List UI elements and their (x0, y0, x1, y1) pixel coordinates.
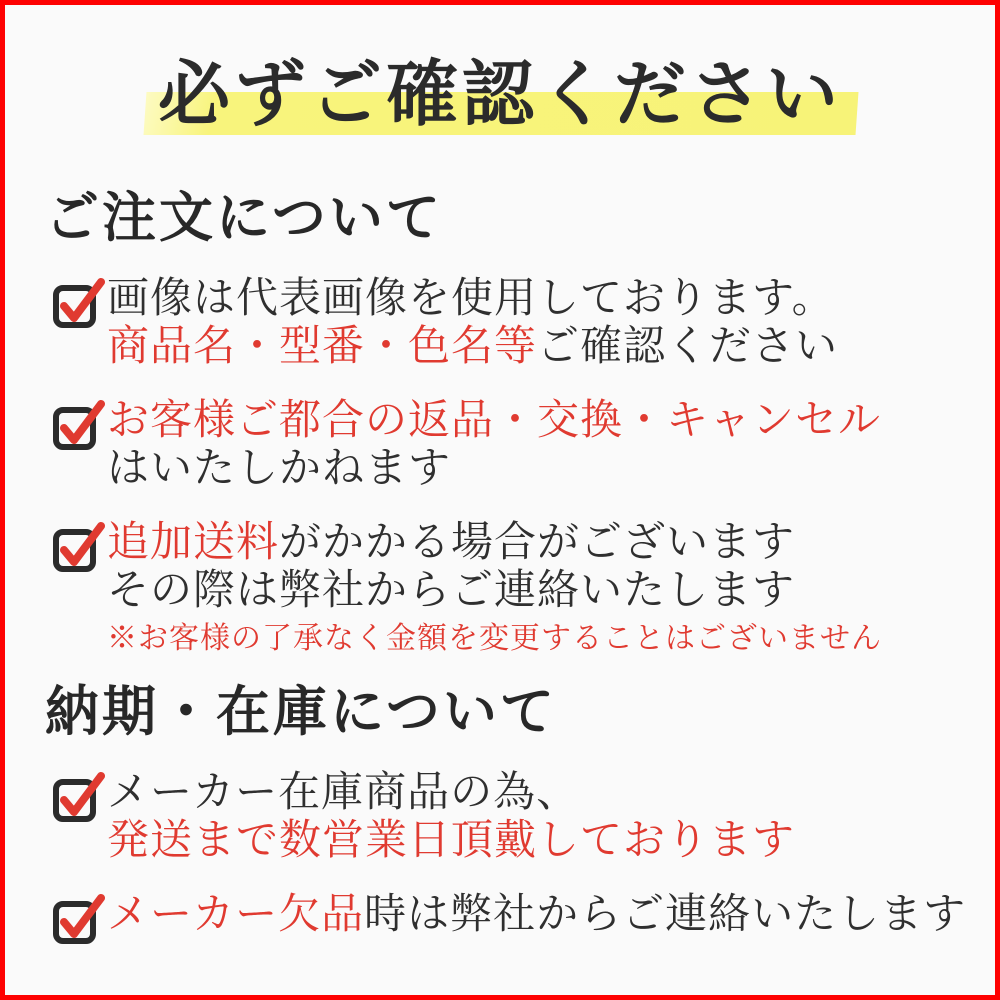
checked-checkbox-icon (51, 519, 105, 573)
notice-item-text (107, 397, 881, 493)
text-segment: メーカー在庫商品の為、 (107, 770, 580, 816)
item-line (107, 769, 795, 817)
checked-checkbox-icon (51, 769, 105, 823)
text-segment: ご確認ください (537, 324, 839, 370)
section-heading-orders: ご注文について (45, 188, 443, 248)
checked-checkbox-icon (51, 275, 105, 329)
item-line (107, 567, 882, 615)
notice-item-text (107, 769, 795, 865)
text-segment: 画像は代表画像を使用しております。 (107, 276, 835, 322)
section-heading-stock: 納期・在庫について (45, 682, 557, 742)
page-title-banner (5, 45, 995, 145)
item-line (107, 519, 882, 567)
text-segment-red: 商品名・型番・色名等 (107, 324, 538, 370)
notice-item-representative-image (51, 275, 965, 371)
page-title: 必ずご確認ください (157, 55, 842, 135)
notice-item-extra-shipping (51, 519, 965, 657)
checked-checkbox-icon (51, 397, 105, 451)
item-line (107, 323, 838, 371)
notice-item-text (107, 891, 966, 939)
item-line (107, 891, 966, 939)
item-line (107, 275, 838, 323)
text-segment: その際は弊社からご連絡いたします (107, 568, 796, 614)
item-line (107, 817, 795, 865)
checked-checkbox-icon (51, 891, 105, 945)
notice-item-text (107, 275, 838, 371)
notice-item-text (107, 519, 882, 657)
section-orders (45, 187, 965, 657)
section-stock (45, 681, 965, 945)
text-segment: 時は弊社からご連絡いたします (364, 892, 967, 938)
text-segment: がかかる場合がございます (279, 520, 796, 566)
notice-item-maker-shortage (51, 891, 965, 945)
item-line (107, 397, 881, 445)
text-segment-red: 発送まで数営業日頂戴しております (107, 818, 796, 864)
text-segment-red: お客様ご都合の返品・交換・キャンセル (107, 398, 882, 444)
item-line (107, 445, 881, 493)
notice-item-returns (51, 397, 965, 493)
text-segment-red: 追加送料 (107, 520, 280, 566)
text-segment-red: メーカー欠品 (107, 892, 365, 938)
text-segment: はいたしかねます (107, 446, 452, 492)
notice-item-maker-stock (51, 769, 965, 865)
note-text: ※お客様の了承なく金額を変更することはございません (107, 622, 882, 655)
item-note-line (107, 621, 882, 657)
